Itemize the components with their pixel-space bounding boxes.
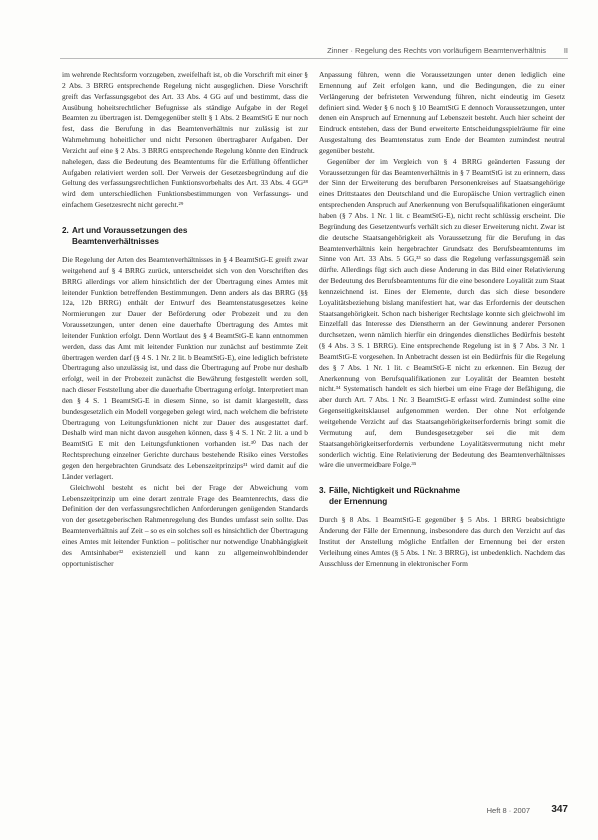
section-number: 2. — [62, 225, 69, 235]
issue-label: Heft 8 · 2007 — [486, 806, 530, 815]
page-footer — [60, 804, 568, 818]
section-title-line2: Beamtenverhältnisses — [72, 236, 159, 246]
section-number: 3. — [319, 486, 326, 496]
paragraph: Gleichwohl besteht es nicht bei der Frage der Abweichung vom Lebenszeitprinzip um eine derart zentrale Frage des Beamtenrechts, dass die Definition der den verfassungsrechtlichen Anforderungen genügenden Standards von der gesetzgeberischen Rahmenregelung des Bundes umfasst sein sollte. Das Beamtenverhältnis auf Zeit – so es ein solches soll es hinsichtlich der Übertragung eines Amtes mit leitender Funktion – politischer nur notwendige Unabhängigkeit des Amtsinhaber³² existenziell und kann zu allgemeinwohlbindender opportunistischer — [62, 482, 308, 568]
section-title-line2: der Ernennung — [329, 497, 388, 507]
running-title: Zinner · Regelung des Rechts von vorläufigem Beamtenverhältnis — [327, 46, 546, 55]
section-heading-2 — [62, 225, 308, 247]
paragraph: Durch § 8 Abs. 1 BeamtStG-E gegenüber § 5 Abs. 1 BRRG beabsichtigte Änderung der Fälle der Ernennung, insbesondere das durch den Verzicht auf das Institut der Anstellung mögliche Entfallen der Ernennung bei der ersten Verleihung eines Amtes (§ 5 Abs. 1 Nr. 3 BRRG), ist unbedenklich. Nachdem das Ausschluss der Ernennung in elektronischer Form — [319, 515, 565, 568]
right-column — [319, 70, 565, 569]
section-heading-3 — [319, 485, 565, 507]
section-title-line1: Fälle, Nichtigkeit und Rücknahme — [329, 486, 461, 496]
paragraph: im wehrende Rechtsform vorzugeben, zweifelhaft ist, ob die Vorschrift mit einer § 2 Abs. 3 BRRG entsprechende Regelung nicht ausgeglichen. Diese Vorschrift greift das Verfassungsgebot des Art. 33 Abs. 4 GG auf und bestimmt, dass die Ausübung hoheitsrechtlicher Befugnisse als ständige Aufgabe in der Regel Beamten zu übertragen ist. Demgegenüber stellt § 1 Abs. 2 BeamtStG E nur noch fest, dass die Berufung in das Beamtenverhältnis nur zulässig ist zur Wahrnehmung hoheitlicher und nicht Personen übertragbarer Aufgaben. Der Verzicht auf eine § 2 Abs. 3 BRRG entsprechende Regelung könnte den Eindruck nahelegen, dass die Bedeutung des Beamtentums für die Erfüllung öffentlicher Aufgaben relativiert werden soll. Der Verweis der Gesetzesbegründung auf die Geltung des verfassungsrechtlichen Funktionsvorbehalts des Art. 33 Abs. 4 GG²⁸ wird dem unterschiedlichen Funktionsbestimmungen von Verfassungs- und einfachem Gesetzesrecht nicht gerecht.²⁹ — [62, 70, 308, 210]
paragraph: Die Regelung der Arten des Beamtenverhältnisses in § 4 BeamtStG-E greift zwar weitgehend auf § 4 BRRG zurück, unterscheidet sich von den Vorschriften des BRRG allerdings vor allem hinsichtlich der der Übertragung eines Amtes mit leitender Funktion betreffenden Bestimmungen. Denn anders als das BRRG (§§ 12a, 12b BRRG) enthält der Entwurf des Beamtenstatusgesetzes keine Normierungen zur Dauer der Beförderung oder Probezeit und zu den Voraussetzungen, unter denen eine dauerhafte Übertragung des Amtes mit leitender Funktion erfolgt. Denn Wortlaut des § 4 BeamtStG-E kann entnommen werden, dass das Amt mit leitender Funktion nur zunächst auf bestimmte Zeit übertragen werden darf (§ 4 S. 1 Nr. 2 lit. b BeamtStG-E), eine lediglich befristete Übertragung also unzulässig ist, und dass die Übertragung auf Probe nur deshalb erfolgt, weil in der Probezeit zunächst die Bewährung festgestellt werden soll, nach dieser Feststellung aber die dauerhafte Übertragung erfolgt. Interpretiert man den § 4 S. 1 BeamtStG-E in diesem Sinne, so ist damit klargestellt, dass bundesgesetzlich ein Modell vorgegeben gelegt wird, nach welchem die befristete Übertragung von Leitungsfunktionen nicht zur Dauer des ausgestattet darf. Deshalb wird man nicht davon ausgehen können, dass § 4 S. 1 Nr. 2 lit. a und b BeamtStG E mit den Leitungsfunktionen vorhanden ist.³⁰ Das nach der Rechtsprechung einzelner Gerichte durchaus bestehende Risiko eines Verstoßes gegen den hergebrachten Grundsatz des Lebenszeitprinzips³¹ wird damit auf die Länder verlagert. — [62, 254, 308, 481]
left-column — [62, 70, 308, 569]
paragraph: Gegenüber der im Vergleich von § 4 BRRG geänderten Fassung der Voraussetzungen für das Beamtenverhältnis in § 7 BeamtStG ist zu erinnern, dass der Sinn der Erweiterung des berufbaren Personenkreises auf Staatsangehörige eines Drittstaates den Deutschland und die Europäische Union vertraglich einen entsprechenden Anspruch auf Anerkennung von Berufsqualifikationen eingeräumt haben (§ 7 Abs. 1 Nr. 1 lit. c BeamtStG-E), nicht recht schlüssig erscheint. Die Begründung des Gesetzentwurfs verhält sich zu dieser Erweiterung nicht. Zwar ist die deutsche Staatsangehörigkeit als Voraussetzung für die Berufung in das Beamtenverhältnis kein hergebrachter Grundsatz des Berufsbeamtentums im Sinne von Art. 33 Abs. 5 GG,³³ so dass die Regelung verfassungsgemäß sein dürfte. Allerdings fügt sich auch diese Änderung in das Bild einer Relativierung der Bedeutung des Berufsbeamtentums für die eine besondere Loyalität zum Staat kennzeichnend ist. Eines der Elemente, durch das sich diese besondere Loyalitätsbeziehung bislang manifestiert hat, war das Erfordernis der deutschen Staatsangehörigkeit. Schon nach bisheriger Rechtslage konnte sich gleichwohl im Einzelfall das Interesse des Dienstherrn an der Gewinnung anderer Personen durchsetzen, wenn nämlich hierfür ein dringendes dienstliches Bedürfnis besteht (§ 4 Abs. 3 S. 1 BRRG). Eine entsprechende Regelung ist in § 7 Abs. 3 Nr. 1 BeamtStG-E vorgesehen. In Anbetracht dessen ist ein Bedürfnis für die Regelung des § 7 Abs. 1 Nr. 1 lit. c BeamtStG-E nicht zu erkennen. Ein Bezug der Anerkennung von Berufsqualifikationen zur Loyalität der Beamten besteht nicht.³⁴ Systematisch handelt es sich hierbei um eine Frage der Befähigung, die aber durch Art. 7 Abs. 1 Nr. 3 BeamtStG-E erfasst wird. Zumindest sollte eine Gegenseitigkeitsklausel aufgenommen werden. Der ohne Not erfolgende weitgehende Verzicht auf das Staatsangehörigkeitserfordernis bringt somit die Vermutung auf, dem Bundesgesetzgeber sei die mit dem Staatsangehörigkeitserfordernis verbundene Loyalitätsvermutung nicht mehr sonderlich wichtig. Eine Relativierung der Bedeutung des Beamtenverhältnisses wäre die unvermeidbare Folge.³⁵ — [319, 156, 565, 470]
header-page-ref: II — [563, 46, 568, 55]
paragraph: Anpassung führen, wenn die Voraussetzungen unter denen lediglich eine Ernennung auf Zeit erfolgen kann, und die Bedingungen, die zu einer Verlängerung der befristeten Verwendung führen, nicht eindeutig im Gesetz definiert sind. Weder § 6 noch § 10 BeamtStG E dennoch Voraussetzungen, unter denen ein Anspruch auf Ernennung auf Lebenszeit besteht. Auch hier scheint der Eindruck entstehen, dass der Bund erweiterte Entscheidungsspielräume für eine Ausgestaltung des Beamtenstatus zum Ende der Beamten zumindest neutral gegenüber besteht. — [319, 70, 565, 155]
running-header — [60, 44, 568, 59]
page-number: 347 — [551, 804, 568, 815]
section-title-line1: Art und Voraussetzungen des — [72, 225, 188, 235]
